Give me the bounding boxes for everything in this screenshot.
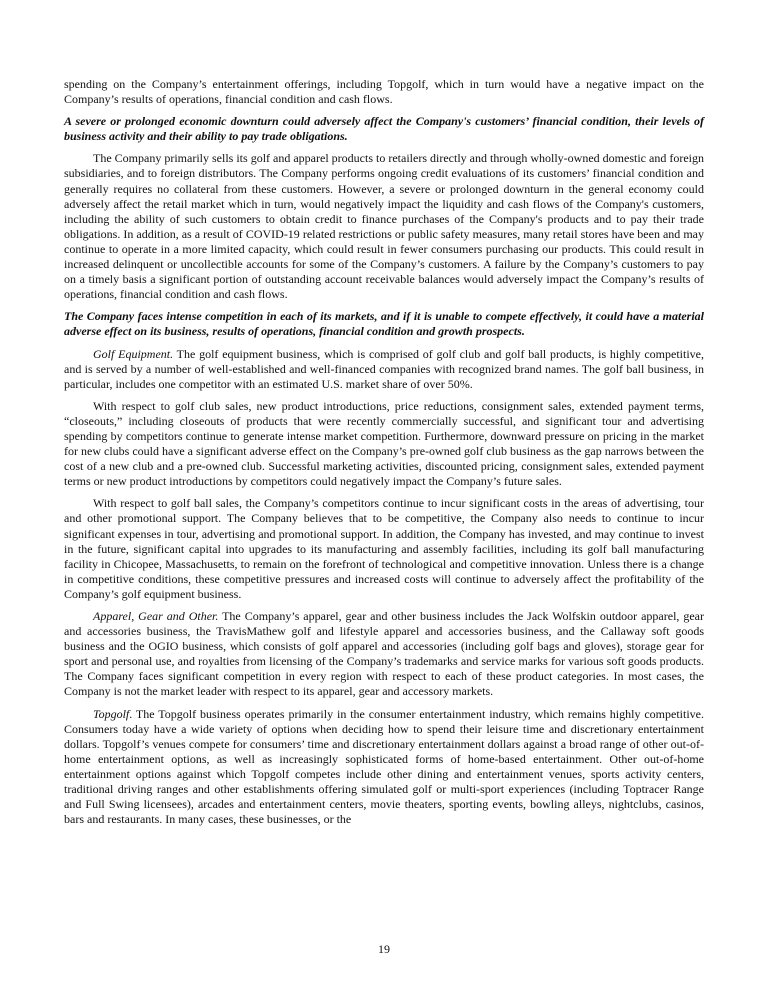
paragraph-topgolf	[64, 707, 704, 828]
risk-heading-competition: The Company faces intense competition in each of its markets, and if it is unable to compete effectively, it could have a material adverse effect on its business, results of operations, financial condition and growth prospects.	[64, 309, 704, 339]
lead-apparel-gear-other: Apparel, Gear and Other.	[93, 609, 219, 623]
paragraph-golf-ball-sales: With respect to golf ball sales, the Company’s competitors continue to incur significant costs in the areas of advertising, tour and other promotional support. The Company believes that to be competitive, the Company also needs to continue to incur significant expenses in tour, advertising and promotional support. In addition, the Company has invested, and may continue to invest in the future, significant capital into upgrades to its manufacturing and assembly facilities, including its golf ball manufacturing facility in Chicopee, Massachusetts, to remain on the forefront of technological and competitive innovation. Unless there is a change in competitive conditions, these competitive pressures and increased costs will continue to adversely affect the profitability of the Company’s golf equipment business.	[64, 496, 704, 601]
risk-heading-economic-downturn: A severe or prolonged economic downturn could adversely affect the Company's customers’ financial condition, their levels of business activity and their ability to pay trade obligations.	[64, 114, 704, 144]
paragraph-continuation: spending on the Company’s entertainment offerings, including Topgolf, which in turn would have a negative impact on the Company’s results of operations, financial condition and cash flows.	[64, 77, 704, 107]
paragraph-golf-equipment	[64, 347, 704, 392]
lead-golf-equipment: Golf Equipment.	[93, 346, 174, 361]
paragraph-text: The Company’s apparel, gear and other business includes the Jack Wolfskin outdoor apparel, gear and accessories business, the TravisMathew golf and lifestyle apparel and accessories business, and the Callaway soft goods business and the OGIO business, which consists of golf apparel and accessories (including golf bags and gloves), storage gear for sport and personal use, and royalties from licensing of the Company’s trademarks and service marks for various soft goods products. The Company faces significant competition in every region with respect to each of these product categories. In most cases, the Company is not the market leader with respect to its apparel, gear and accessory markets.	[64, 609, 704, 699]
page-number: 19	[378, 942, 390, 956]
paragraph-credit-evaluation: The Company primarily sells its golf and apparel products to retailers directly and through wholly-owned domestic and foreign subsidiaries, and to foreign distributors. The Company performs ongoing credit evaluations of its customers’ financial condition and generally requires no collateral from these customers. However, a severe or prolonged downturn in the general economy could adversely affect the retail market which in turn, would negatively impact the liquidity and cash flows of the Company's customers, including the ability of such customers to obtain credit to finance purchases of the Company's products and to pay their trade obligations. In addition, as a result of COVID-19 related restrictions or public safety measures, many retail stores have been and may continue to operate in a more limited capacity, which could result in fewer consumers purchasing our products. This could result in increased delinquent or uncollectible accounts for some of the Company’s customers. A failure by the Company’s customers to pay on a timely basis a significant portion of outstanding account receivable balances would adversely impact the Company’s results of operations, financial condition and cash flows.	[64, 151, 704, 302]
paragraph-golf-club-sales: With respect to golf club sales, new product introductions, price reductions, consignment sales, extended payment terms, “closeouts,” including closeouts of products that were recently commercially successful, and significant tour and advertising spending by competitors continue to generate intense market competition. Furthermore, downward pressure on pricing in the market for new clubs could have a significant adverse effect on the Company’s pre-owned golf club business as the gap narrows between the cost of a new club and a pre-owned club. Successful marketing activities, discounted pricing, consignment sales, extended payment terms or new product introductions by competitors could negatively impact the Company’s future sales.	[64, 398, 704, 489]
paragraph-text: . The Topgolf business operates primarily in the consumer entertainment industry, which remains highly competitive. Consumers today have a wide variety of options when deciding how to spend their leisure time and discretionary entertainment dollars. Topgolf’s venues compete for consumers’ time and discretionary entertainment dollars against a broad range of other out-of-home entertainment options, as well as increasingly sophisticated forms of home-based entertainment. Other out-of-home entertainment options against which Topgolf competes include other dining and entertainment venues, sports activity centers, traditional driving ranges and other establishments offering simulated golf or multi-sport experiences (including Toptracer Range and Full Swing licensees), arcades and entertainment centers, movie theaters, sporting events, bowling alleys, nightclubs, casinos, bars and restaurants. In many cases, these businesses, or the	[64, 706, 704, 827]
paragraph-text: The golf equipment business, which is comprised of golf club and golf ball products, is highly competitive, and is served by a number of well-established and well-financed companies with recognized brand names. The golf ball business, in particular, includes one competitor with an estimated U.S. market share of over 50%.	[64, 346, 704, 391]
paragraph-apparel-gear-other	[64, 609, 704, 700]
lead-topgolf: Topgolf	[93, 706, 130, 721]
document-page	[64, 77, 704, 834]
